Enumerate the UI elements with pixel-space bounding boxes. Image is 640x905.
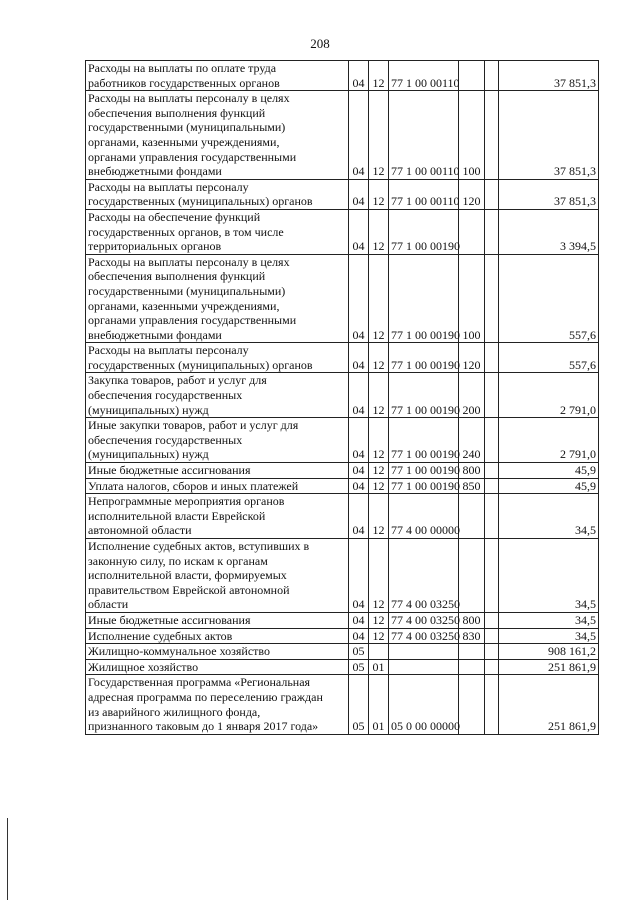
subsection-code: 12 [369, 494, 389, 539]
amount: 37 851,3 [499, 61, 599, 91]
target-article-code [389, 659, 459, 675]
empty-cell [485, 675, 499, 734]
table-row [86, 612, 599, 628]
subsection-code: 12 [369, 418, 389, 463]
expense-type-code: 200 [459, 373, 485, 418]
amount: 45,9 [499, 463, 599, 479]
row-name: Расходы на выплаты персоналу в целях обеспечения выполнения функций государственными (муниципальными) органами, казенными учреждениями, органами управления государственными внебюджетными фондами [86, 91, 349, 180]
empty-cell [485, 209, 499, 254]
expense-type-code [459, 209, 485, 254]
empty-cell [485, 254, 499, 343]
empty-cell [485, 644, 499, 660]
table-row [86, 254, 599, 343]
expense-type-code: 850 [459, 478, 485, 494]
table-row [86, 659, 599, 675]
empty-cell [485, 343, 499, 373]
amount: 2 791,0 [499, 373, 599, 418]
section-code: 04 [349, 254, 369, 343]
target-article-code: 77 1 00 00190 [389, 209, 459, 254]
subsection-code: 12 [369, 539, 389, 613]
table-row [86, 675, 599, 734]
row-name: Иные закупки товаров, работ и услуг для обеспечения государственных (муниципальных) нужд [86, 418, 349, 463]
section-code: 04 [349, 61, 369, 91]
amount: 45,9 [499, 478, 599, 494]
table-row [86, 209, 599, 254]
amount: 37 851,3 [499, 179, 599, 209]
section-code: 04 [349, 494, 369, 539]
expense-type-code: 830 [459, 628, 485, 644]
empty-cell [485, 91, 499, 180]
table-row [86, 644, 599, 660]
section-code: 04 [349, 478, 369, 494]
target-article-code: 77 1 00 00190 [389, 373, 459, 418]
subsection-code: 12 [369, 373, 389, 418]
amount: 37 851,3 [499, 91, 599, 180]
section-code: 04 [349, 418, 369, 463]
target-article-code: 77 1 00 00190 [389, 418, 459, 463]
table-row [86, 418, 599, 463]
table-row [86, 179, 599, 209]
subsection-code: 12 [369, 179, 389, 209]
expense-type-code: 120 [459, 343, 485, 373]
empty-cell [485, 612, 499, 628]
empty-cell [485, 494, 499, 539]
empty-cell [485, 628, 499, 644]
table-row [86, 539, 599, 613]
empty-cell [485, 659, 499, 675]
target-article-code: 77 1 00 00110 [389, 91, 459, 180]
empty-cell [485, 539, 499, 613]
amount: 3 394,5 [499, 209, 599, 254]
subsection-code: 01 [369, 675, 389, 734]
target-article-code: 77 4 00 00000 [389, 494, 459, 539]
subsection-code: 12 [369, 463, 389, 479]
expense-type-code [459, 494, 485, 539]
target-article-code: 77 4 00 03250 [389, 612, 459, 628]
row-name: Иные бюджетные ассигнования [86, 463, 349, 479]
table-row [86, 61, 599, 91]
amount: 34,5 [499, 612, 599, 628]
section-code: 04 [349, 612, 369, 628]
row-name: Расходы на обеспечение функций государственных органов, в том числе территориальных органов [86, 209, 349, 254]
section-code: 04 [349, 463, 369, 479]
section-code: 04 [349, 209, 369, 254]
subsection-code: 12 [369, 254, 389, 343]
row-name: Государственная программа «Региональная адресная программа по переселению граждан из аварийного жилищного фонда, признанного таковым до 1 января 2017 года» [86, 675, 349, 734]
page-number: 208 [310, 36, 330, 51]
table-row [86, 91, 599, 180]
empty-cell [485, 418, 499, 463]
section-code: 04 [349, 91, 369, 180]
table-row [86, 478, 599, 494]
amount: 557,6 [499, 254, 599, 343]
row-name: Закупка товаров, работ и услуг для обеспечения государственных (муниципальных) нужд [86, 373, 349, 418]
expense-type-code: 800 [459, 612, 485, 628]
empty-cell [485, 478, 499, 494]
table-row [86, 343, 599, 373]
target-article-code: 77 1 00 00190 [389, 478, 459, 494]
row-name: Исполнение судебных актов, вступивших в законную силу, по искам к органам исполнительной власти, формируемых правительством Еврейской автономной области [86, 539, 349, 613]
subsection-code: 01 [369, 659, 389, 675]
row-name: Уплата налогов, сборов и иных платежей [86, 478, 349, 494]
target-article-code: 77 1 00 00190 [389, 463, 459, 479]
expense-type-code [459, 659, 485, 675]
subsection-code: 12 [369, 478, 389, 494]
amount: 34,5 [499, 539, 599, 613]
row-name: Жилищно-коммунальное хозяйство [86, 644, 349, 660]
section-code: 04 [349, 179, 369, 209]
empty-cell [485, 61, 499, 91]
expense-type-code [459, 61, 485, 91]
target-article-code: 77 1 00 00110 [389, 61, 459, 91]
empty-cell [485, 463, 499, 479]
row-name: Непрограммные мероприятия органов исполнительной власти Еврейской автономной области [86, 494, 349, 539]
amount: 34,5 [499, 494, 599, 539]
amount: 2 791,0 [499, 418, 599, 463]
target-article-code [389, 644, 459, 660]
expense-type-code: 120 [459, 179, 485, 209]
row-name: Расходы на выплаты персоналу государственных (муниципальных) органов [86, 343, 349, 373]
target-article-code: 77 4 00 03250 [389, 628, 459, 644]
subsection-code [369, 644, 389, 660]
expense-type-code [459, 644, 485, 660]
row-name: Расходы на выплаты персоналу в целях обеспечения выполнения функций государственными (муниципальными) органами, казенными учреждениями, органами управления государственными внебюджетными фондами [86, 254, 349, 343]
empty-cell [485, 179, 499, 209]
target-article-code: 77 4 00 03250 [389, 539, 459, 613]
section-code: 05 [349, 644, 369, 660]
section-code: 05 [349, 659, 369, 675]
expense-type-code [459, 539, 485, 613]
subsection-code: 12 [369, 91, 389, 180]
amount: 34,5 [499, 628, 599, 644]
row-name: Иные бюджетные ассигнования [86, 612, 349, 628]
table-row [86, 463, 599, 479]
subsection-code: 12 [369, 209, 389, 254]
section-code: 05 [349, 675, 369, 734]
target-article-code: 77 1 00 00110 [389, 179, 459, 209]
row-name: Расходы на выплаты персоналу государственных (муниципальных) органов [86, 179, 349, 209]
budget-table [85, 60, 599, 735]
expense-type-code: 100 [459, 254, 485, 343]
section-code: 04 [349, 539, 369, 613]
row-name: Жилищное хозяйство [86, 659, 349, 675]
row-name: Исполнение судебных актов [86, 628, 349, 644]
target-article-code: 77 1 00 00190 [389, 254, 459, 343]
expense-type-code: 240 [459, 418, 485, 463]
expense-type-code [459, 675, 485, 734]
subsection-code: 12 [369, 343, 389, 373]
margin-line [7, 818, 8, 900]
expense-type-code: 800 [459, 463, 485, 479]
empty-cell [485, 373, 499, 418]
amount: 557,6 [499, 343, 599, 373]
section-code: 04 [349, 373, 369, 418]
table-row [86, 628, 599, 644]
subsection-code: 12 [369, 612, 389, 628]
section-code: 04 [349, 628, 369, 644]
amount: 251 861,9 [499, 659, 599, 675]
row-name: Расходы на выплаты по оплате труда работников государственных органов [86, 61, 349, 91]
expense-type-code: 100 [459, 91, 485, 180]
table-row [86, 373, 599, 418]
subsection-code: 12 [369, 628, 389, 644]
table-row [86, 494, 599, 539]
subsection-code: 12 [369, 61, 389, 91]
section-code: 04 [349, 343, 369, 373]
amount: 251 861,9 [499, 675, 599, 734]
target-article-code: 05 0 00 00000 [389, 675, 459, 734]
target-article-code: 77 1 00 00190 [389, 343, 459, 373]
amount: 908 161,2 [499, 644, 599, 660]
